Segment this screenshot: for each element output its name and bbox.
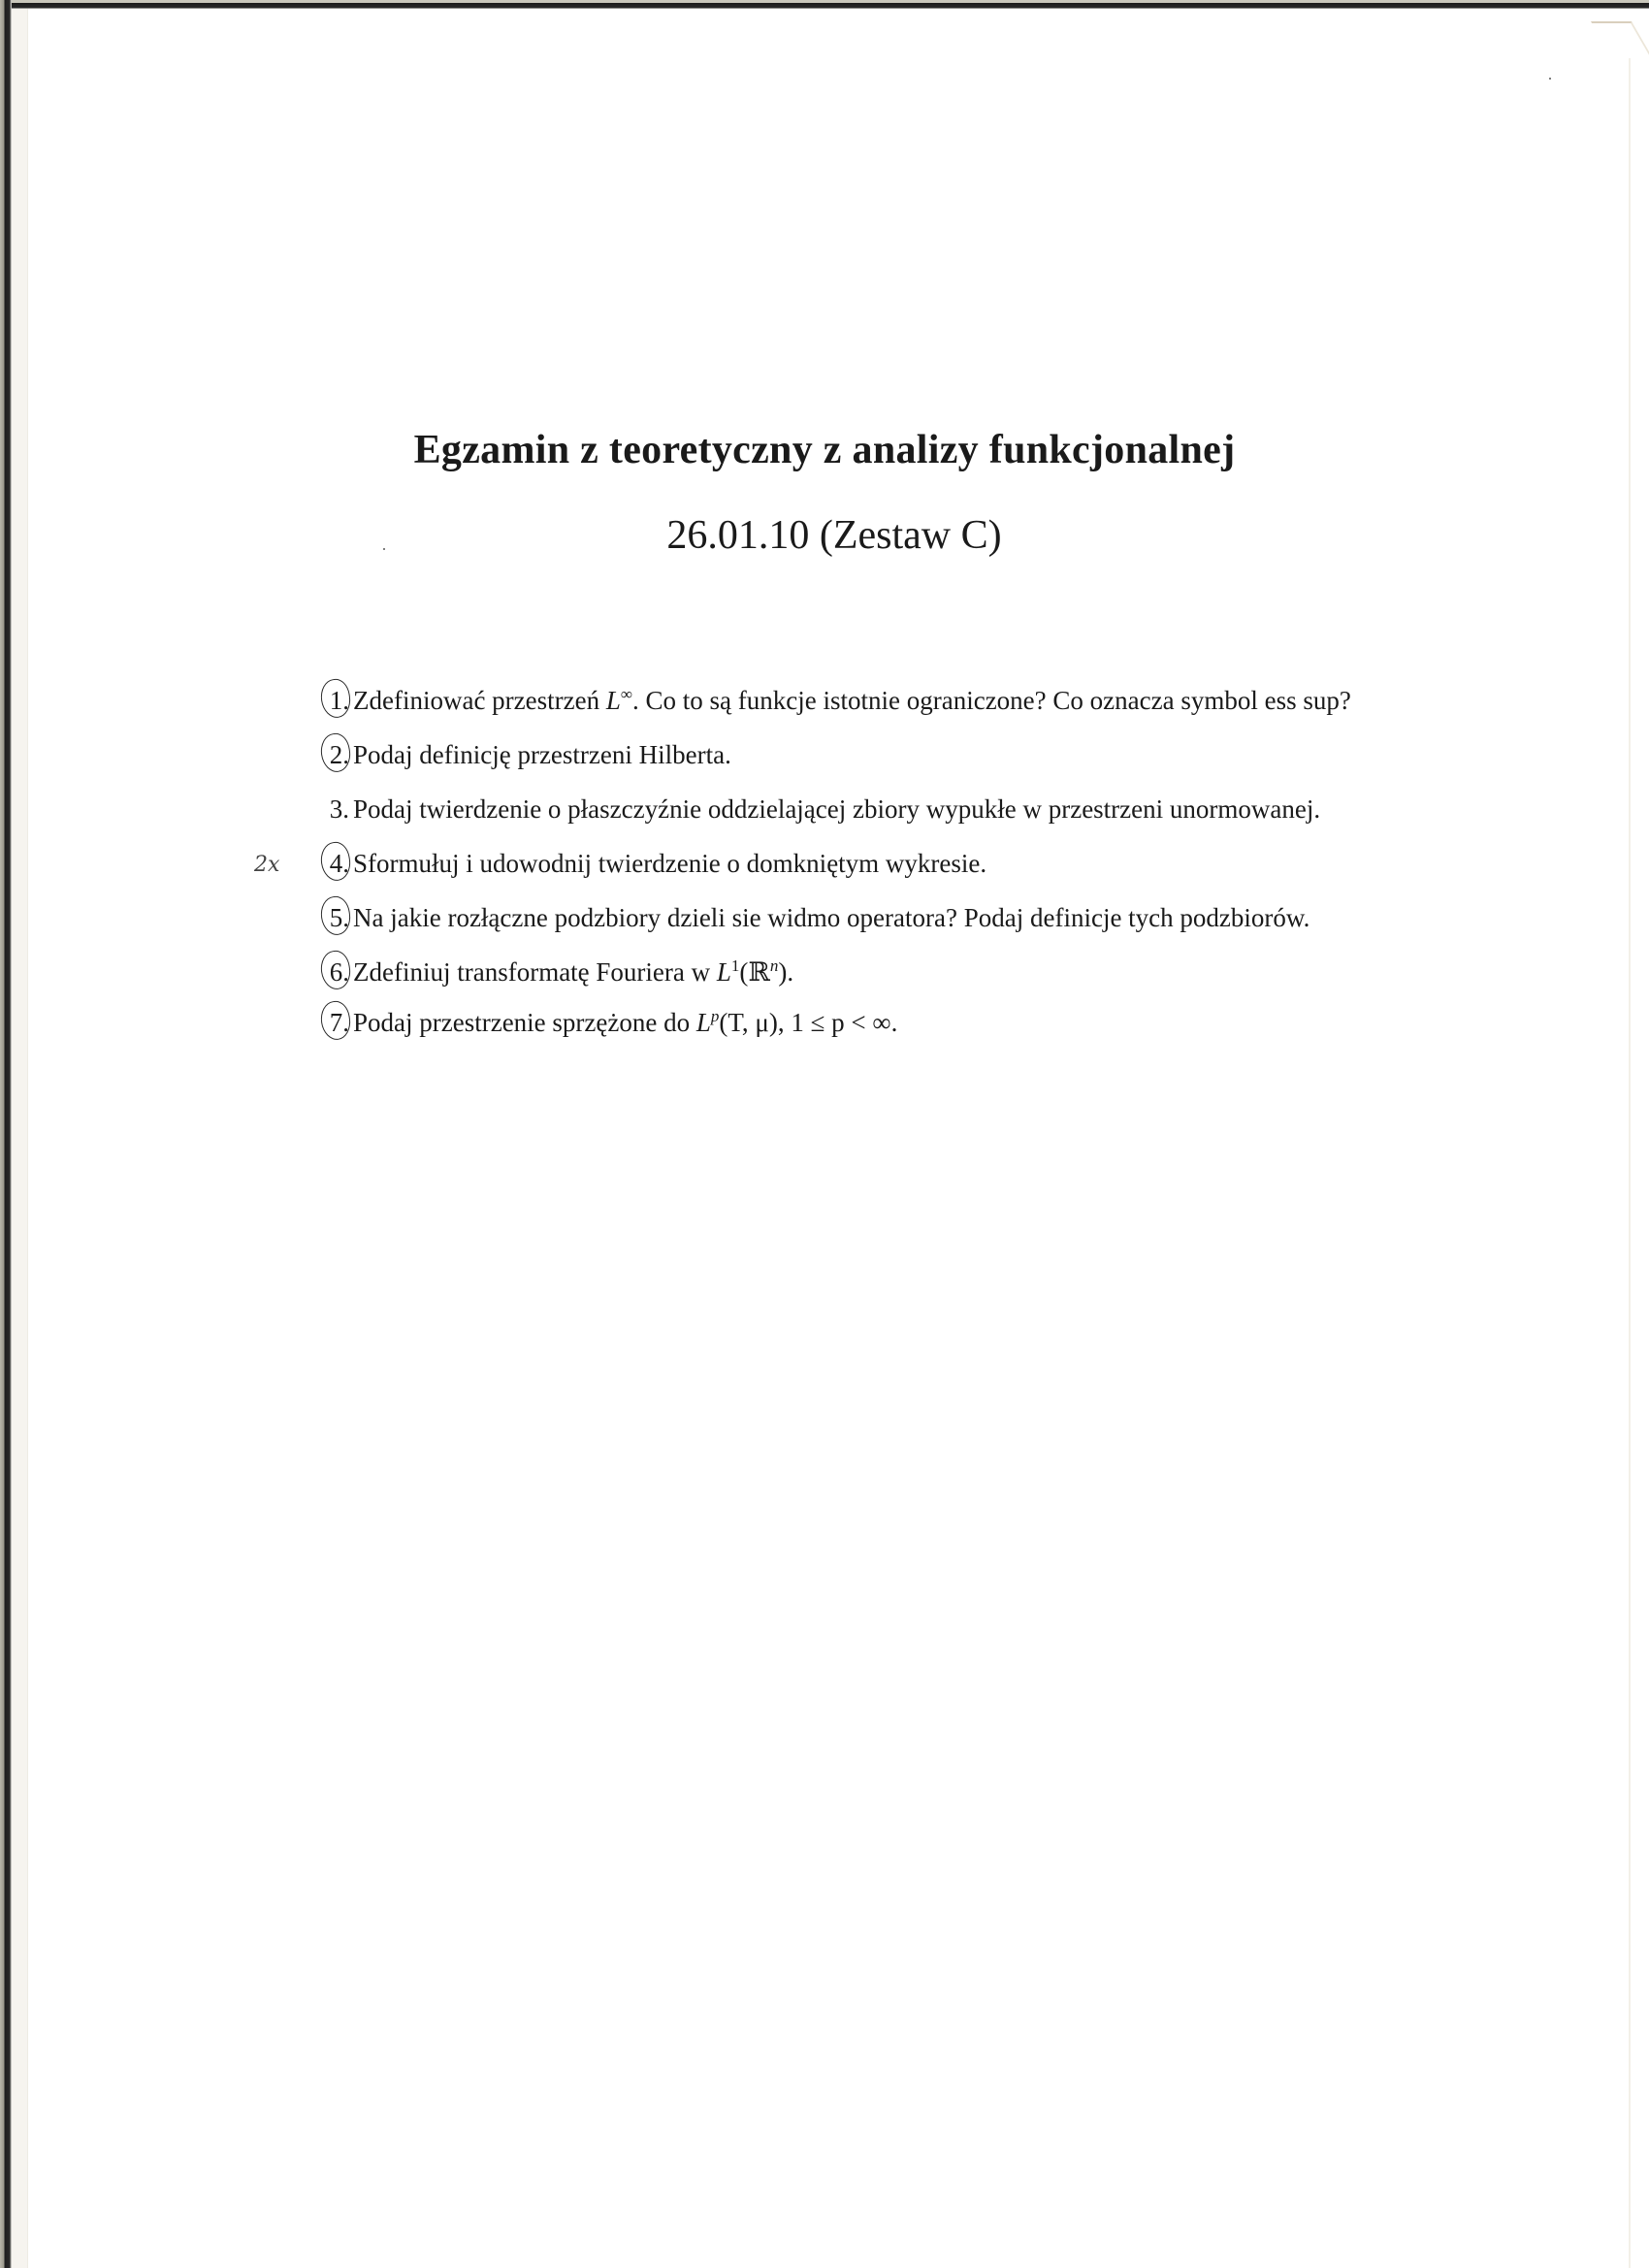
question-number: 4.: [329, 849, 349, 878]
question-number: 6.: [329, 957, 349, 987]
question-number: 2.: [329, 740, 349, 769]
question-text: Zdefiniuj transformatę Fouriera w $L^1(ℝ^n)$.: [353, 956, 794, 987]
question-text: Podaj przestrzenie sprzężone do $L^p(T$, μ), 1 ≤ p < ∞.: [353, 1007, 898, 1037]
question-4: [254, 847, 1426, 880]
question-5: [310, 901, 1426, 934]
question-7: [310, 1006, 1426, 1039]
question-text: Zdefiniować przestrzeń L∞. Co to są funkcje istotnie ograniczone? Co oznacza symbol ess sup?: [353, 685, 1351, 715]
circle-mark-icon: 2: [329, 740, 343, 769]
question-2: [310, 738, 1426, 771]
question-number: 5.: [329, 903, 349, 932]
question-text: Podaj definicję przestrzeni Hilberta.: [353, 740, 731, 769]
exam-subtitle: 26.01.10 (Zestaw C): [666, 513, 1002, 558]
question-number: 1.: [329, 686, 349, 715]
question-number: 3.: [329, 794, 349, 824]
question-3: [310, 793, 1426, 826]
question-number: 7.: [329, 1008, 349, 1037]
question-text: Na jakie rozłączne podzbiory dzieli sie widmo operatora? Podaj definicje tych podzbiorów.: [353, 903, 1310, 932]
circle-mark-icon: 5: [329, 903, 343, 932]
circle-mark-icon: 6: [329, 957, 343, 987]
question-6: [310, 956, 1426, 988]
circle-mark-icon: 7: [329, 1008, 343, 1037]
exam-title: Egzamin z teoretyczny z analizy funkcjonalnej: [413, 428, 1236, 472]
circle-mark-icon: 4: [329, 849, 343, 878]
question-text: Podaj twierdzenie o płaszczyźnie oddzielającej zbiory wypukłe w przestrzeni unormowanej.: [353, 794, 1321, 824]
question-1: [310, 684, 1426, 717]
circle-mark-icon: 1: [329, 686, 343, 715]
question-list: [254, 684, 1426, 1039]
question-text: Sformułuj i udowodnij twierdzenie o domkniętym wykresie.: [353, 849, 987, 878]
handwritten-note: 2x: [254, 853, 280, 877]
